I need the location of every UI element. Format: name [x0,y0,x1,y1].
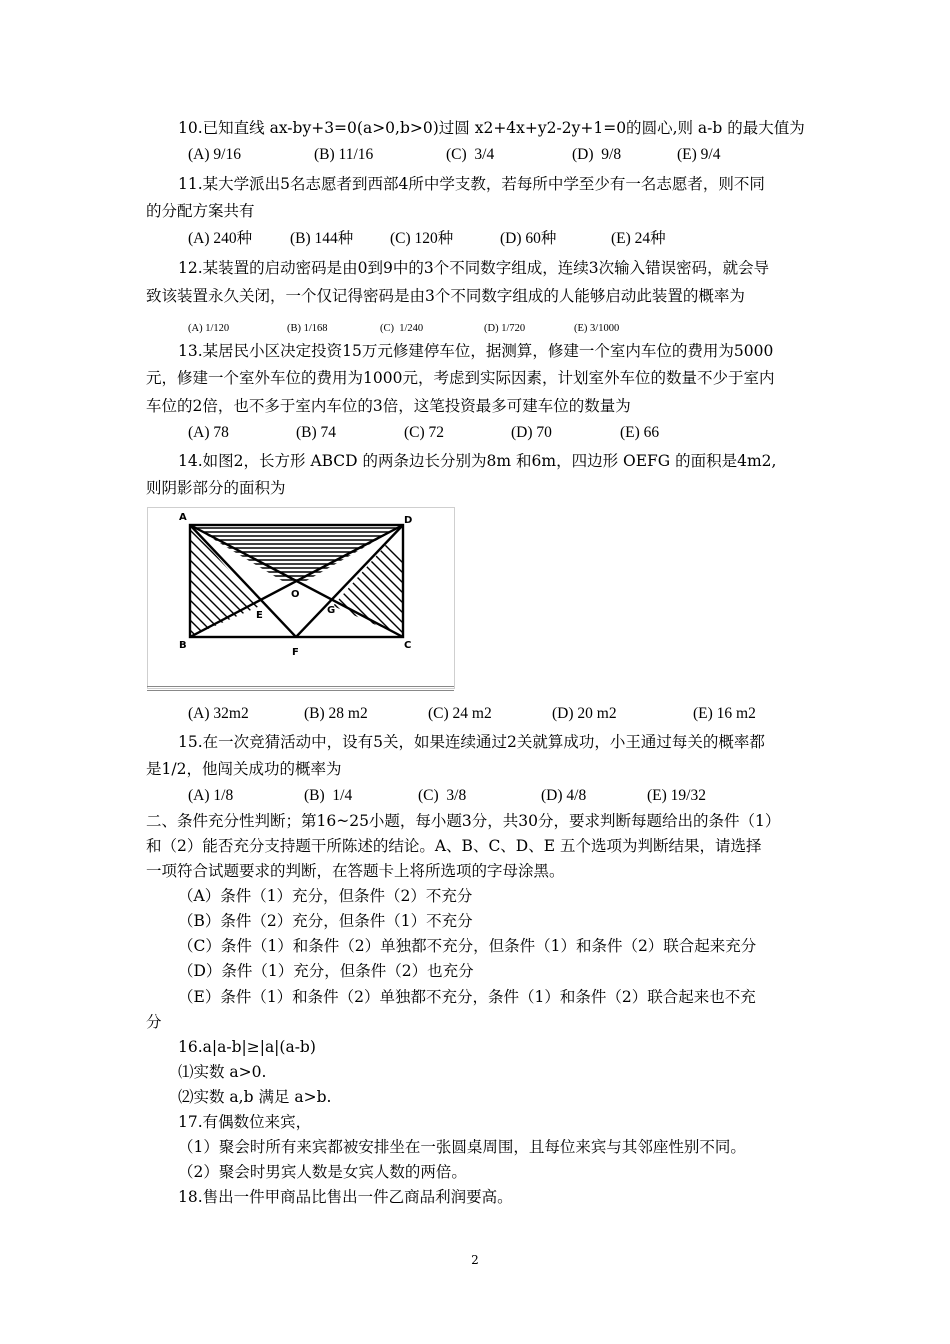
q12-option-b: (B) 1/168 [287,323,328,334]
q10-option-d: (D) 9/8 [572,146,622,163]
q16-stem: 16.a|a-b|≥|a|(a-b) [178,1038,316,1056]
q13-option-c: (C) 72 [404,424,445,441]
q11-option-a: (A) 240种 [188,230,253,247]
section2-choice-a: （A）条件（1）充分，但条件（2）不充分 [178,887,473,905]
q15-option-b: (B) 1/4 [304,787,353,804]
q13-option-b: (B) 74 [296,424,337,441]
q10-option-c: (C) 3/4 [446,146,495,163]
q16-condition-2: ⑵实数 a,b 满足 a>b. [178,1088,332,1106]
label-e: E [256,610,263,621]
figure-bottom-rule-2 [147,690,454,691]
q11-option-b: (B) 144种 [290,230,354,247]
q12-stem-line2: 致该装置永久关闭，一个仅记得密码是由3个不同数字组成的人能够启动此装置的概率为 [146,287,745,305]
label-o: O [291,589,300,600]
left-shaded-region [168,508,278,688]
q15-stem-line2: 是1/2，他闯关成功的概率为 [146,760,342,778]
q10-option-e: (E) 9/4 [677,146,721,163]
q11-option-e: (E) 24种 [611,230,666,247]
q14-stem-line2: 则阴影部分的面积为 [146,479,286,497]
q13-stem-line3: 车位的2倍，也不多于室内车位的3倍，这笔投资最多可建车位的数量为 [146,397,631,415]
q11-stem-line2: 的分配方案共有 [146,202,255,220]
q18-stem: 18.售出一件甲商品比售出一件乙商品利润要高。 [178,1188,513,1206]
q10-stem: 10.已知直线 ax-by+3=0(a>0,b>0)过圆 x2+4x+y2-2y+1=0的圆心,则 a-b 的最大值为 [178,119,805,137]
q12-stem-line1: 12.某装置的启动密码是由0到9中的3个不同数字组成，连续3次输入错误密码，就会导 [178,259,770,277]
q15-option-a: (A) 1/8 [188,787,234,804]
section2-choice-d: （D）条件（1）充分，但条件（2）也充分 [178,962,474,980]
q15-option-e: (E) 19/32 [647,787,706,804]
section2-choice-b: （B）条件（2）充分，但条件（1）不充分 [178,912,473,930]
q13-option-d: (D) 70 [511,424,552,441]
q17-stem: 17.有偶数位来宾， [178,1113,312,1131]
q14-option-d: (D) 20 m2 [552,705,617,722]
q15-option-d: (D) 4/8 [541,787,587,804]
q16-condition-1: ⑴实数 a>0. [178,1063,267,1081]
label-a: A [179,512,187,523]
rectangle-diagram [148,508,454,688]
q13-stem-line2: 元，修建一个室外车位的费用为1000元，考虑到实际因素，计划室外车位的数量不少于室内 [146,369,775,387]
figure-rectangle-abcd [147,507,455,689]
q13-stem-line1: 13.某居民小区决定投资15万元修建停车位，据测算，修建一个室内车位的费用为5000 [178,342,774,360]
label-d: D [404,515,413,526]
q14-option-a: (A) 32m2 [188,705,249,722]
label-g: G [327,605,336,616]
q10-option-a: (A) 9/16 [188,146,241,163]
q14-option-e: (E) 16 m2 [693,705,756,722]
q14-option-c: (C) 24 m2 [428,705,492,722]
section2-choice-e-line2: 分 [146,1013,162,1031]
section2-line1: 二、条件充分性判断；第16~25小题，每小题3分，共30分，要求判断每题给出的条件（1） [146,812,781,830]
section2-line3: 一项符合试题要求的判断，在答题卡上将所选项的字母涂黑。 [146,862,565,880]
label-f: F [292,647,299,658]
q10-option-b: (B) 11/16 [314,146,374,163]
q17-condition-2: （2）聚会时男宾人数是女宾人数的两倍。 [178,1163,467,1181]
label-b: B [179,640,187,651]
q12-option-e: (E) 3/1000 [574,323,620,334]
q12-option-c: (C) 1/240 [380,323,424,334]
q17-condition-1: （1）聚会时所有来宾都被安排坐在一张圆桌周围，且每位来宾与其邻座性别不同。 [178,1138,746,1156]
section2-choice-e-line1: （E）条件（1）和条件（2）单独都不充分，条件（1）和条件（2）联合起来也不充 [178,988,756,1006]
section2-line2: 和（2）能否充分支持题干所陈述的结论。A、B、C、D、E 五个选项为判断结果，请选择 [146,837,762,855]
q11-stem-line1: 11.某大学派出5名志愿者到西部4所中学支教，若每所中学至少有一名志愿者，则不同 [178,175,765,193]
page-number: 2 [471,1253,479,1267]
q11-option-c: (C) 120种 [390,230,454,247]
q13-option-a: (A) 78 [188,424,229,441]
figure-bottom-rule [147,686,454,687]
q13-option-e: (E) 66 [620,424,660,441]
q14-stem-line1: 14.如图2，长方形 ABCD 的两条边长分别为8m 和6m，四边形 OEFG 的面积是4m2, [178,452,777,470]
q14-option-b: (B) 28 m2 [304,705,368,722]
q12-option-a: (A) 1/120 [188,323,230,334]
q11-option-d: (D) 60种 [500,230,557,247]
q12-option-d: (D) 1/720 [484,323,526,334]
section2-choice-c: （C）条件（1）和条件（2）单独都不充分，但条件（1）和条件（2）联合起来充分 [178,937,757,955]
label-c: C [404,640,412,651]
q15-option-c: (C) 3/8 [418,787,467,804]
q15-stem-line1: 15.在一次竞猜活动中，设有5关，如果连续通过2关就算成功，小王通过每关的概率都 [178,733,765,751]
